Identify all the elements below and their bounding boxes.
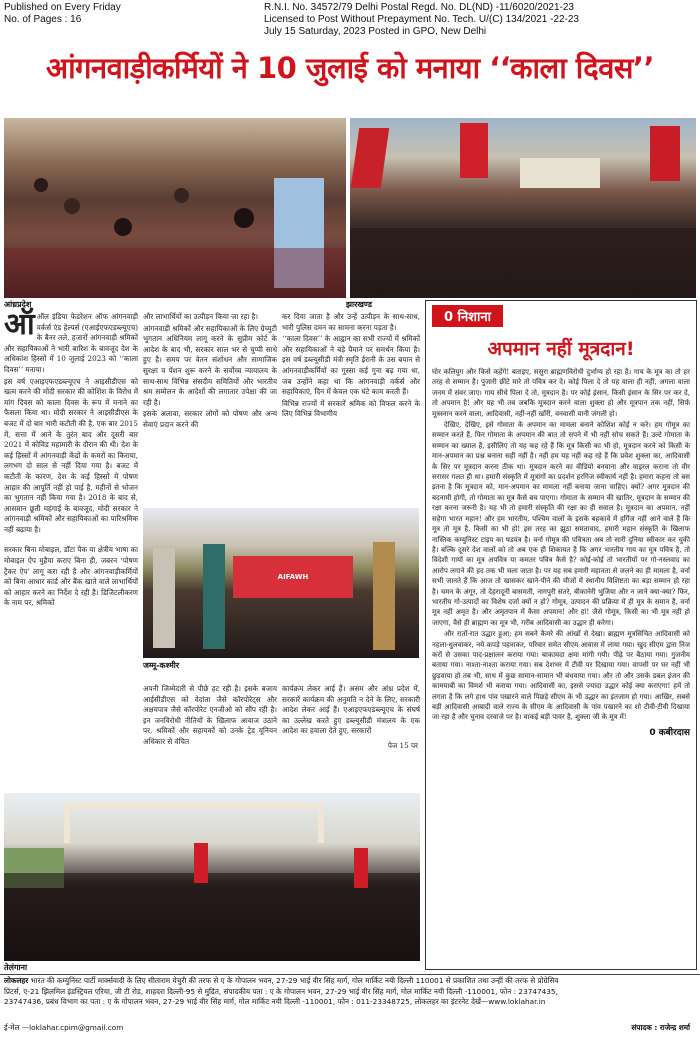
- article-column-3: [282, 312, 420, 421]
- drop-cap: ऑ: [4, 307, 35, 342]
- caption-jharkhand: झारखण्ड: [346, 300, 373, 309]
- section-tag: 0 निशाना: [432, 305, 503, 327]
- article-para: सरकार बिना मोबाइल, डॉटा पैक या क्षेत्रीय भाषा का मोबाइल ऐप मुहैया कराए बिना ही, जबरन ‘पोषण ट्रैकर ऐप’ लागू करा रही है और आंगनवाड़ीकर्मियों को बिना आधार कार्ड और बैंक खाते वाले लाभार्थियों को आहार करने का निर्देश दे रही है। डिजिटलीकरण के नाम पर, श्रमिकों: [4, 545, 138, 608]
- caption-andhra-pradesh: आंध्रप्रदेश: [4, 300, 32, 309]
- caption-telangana: तेलंगाना: [4, 963, 28, 972]
- satire-column-box: [425, 300, 697, 970]
- imprint-line: प्रिंटर्स, ए-21 झिलमिल इंडस्ट्रियल एरिया, जी टी रोड, शाहदरा दिल्ली-95 से मुद्रित, संपादकीय पता : ए के गोपालन भवन, 27-29 भाई वीर सिंह मार्ग, गोल मार्किट नयी दिल्ली -110001, फोन : 23747435,: [4, 986, 558, 996]
- article-para: ‘‘काला दिवस’’ के आह्वान का सभी राज्यों में श्रमिकों और सहायिकाओं ने बड़े पैमाने पर समर्थन किया है। इस वर्ष डब्ल्यूसीडी मंत्री स्मृति ईरानी के उस बयान से आंगनवाड़ीकर्मियों का गुस्सा कई गुना बढ़ गया था, जब उन्होंने कहा था कि आंगनवाड़ी वर्कर्स और सहायिकाएं, दिन में केवल एक घंटे काम करती हैं।: [282, 334, 420, 397]
- imprint-footer: [4, 976, 696, 1008]
- article-para: इस वर्ष एआइएफएडब्ल्यूएच ने आइसीडीएस को खत्म करने की मोदी सरकार की कोशिश के विरोध में मांग दिवस को काला दिवस के रूप में मनाने का फैसला किया था। मोदी सरकार ने आइसीडीएस के बजट में दो बार भारी कटौती की है, एक बार 2015 में, सत्ता में आने के तुरंत बाद और दूसरी बार 2021 में कोविड महामारी के दौरान की थी। देश के कई हिस्सों में आंगनवाड़ी केंद्रों के कमरों का किराया, लगभग दो साल से नहीं दिया गया है। बजट में कटौती के कारण, देश के कई हिस्सों में पोषण आहार की आपूर्ति नहीं हो पाई है, महीनों से भोजन का भुगतान नहीं किया गया है। 2018 के बाद से, आसमान छूती महंगाई के बावजूद, मोदी सरकार ने आंगनवाड़ी श्रमिकों और सहायिकाओं का पारिश्रमिक नहीं बढ़ाया है।: [4, 376, 138, 534]
- satire-body: [432, 367, 690, 723]
- contact-email: ई-मेल —loklahar.cpim@gmail.com: [4, 1023, 124, 1032]
- postal-license: Licensed to Post Without Prepayment No. Tech. U/(C) 134/2021 -22-23: [264, 14, 579, 25]
- article-para: ऑल इंडिया फेडरेशन ऑफ आंगनवाड़ी वर्कर्स एंड हेल्पर्स (एआईएफएडब्ल्यूएच) के बैनर तले, हजारों आंगनवाड़ी श्रमिकों और सहायिकाओं ने भारी बारिश के बावजूद देश के अधिकांश हिस्सों में 10 जुलाई 2023 को ‘‘काला दिवस’’ मनाया।: [4, 312, 138, 374]
- article-para: और लाभार्थियों का उत्पीड़न किया जा रहा है।: [143, 312, 259, 321]
- rni-number: R.N.I. No. 34572/79 Delhi Postal Regd. No. DL(ND) -11/6020/2021-23: [264, 2, 574, 13]
- registration-info: [264, 2, 694, 38]
- photo-jammu-kashmir: [143, 508, 419, 658]
- article-column-3b: कार्यक्रम लेकर आई हैं। असम और आंध्र प्रदेश में, सरकारें कार्यक्रम की अनुमति न देने के लिए, सरकारी आदेश लेकर आई हैं। एआइएफएडब्ल्यूएच के संघर्ष का उल्लेख करते हुए डब्ल्यूसीडी मंत्रालय के एक आदेश का हवाला देते हुए, सरकारों: [282, 684, 420, 736]
- article-para: कर दिया जाता है और उन्हें उत्पीड़न के साथ-साथ, भारी पुलिस दमन का सामना करना पड़ता है।: [282, 312, 420, 332]
- photo-jharkhand: [350, 118, 696, 298]
- page-count: No. of Pages : 16: [4, 14, 82, 25]
- photo-telangana: [4, 793, 420, 961]
- caption-jammu-kashmir: जम्मू-कश्मीर: [143, 661, 180, 670]
- footer-divider: [0, 974, 700, 975]
- photo-andhra-pradesh: [4, 118, 346, 298]
- satire-para: घोर कलियुग और किसे कहेंगे! बताइए, ससुरा ब्राह्मणविरोधी दुर्भाग्य हो रहा है। गाय के मूत्र का तो हर तरह से सम्मान है। पुजारी छींटे मारे तो पवित्र कर दे। कोई पिला दे तो यह वाला ही नहीं, अगला वाला जनम में संवर जाए। गाय सीधे पिला दे तो, मूत्रदान है। पर कोई इंसान, किसी इंसान के सिर पर कर दे, तो अपमान है! और यह भी तब जबकि मूत्रदान करने वाला शुक्ला हो और मूत्रपान तक नहीं, सिर्फ मूत्रस्नान करने वाला, आदिवासी, नहीं-नहीं खाँरी, वनवासी यानी जंगली हो।: [432, 368, 690, 418]
- article-column-2: [143, 312, 277, 432]
- publication-info: [4, 2, 121, 26]
- protest-banner: AIFAWH: [233, 556, 353, 598]
- satire-title: अपमान नहीं मूत्रदान!: [487, 338, 635, 360]
- article-para: इसके अलावा, सरकार लोगों को पोषण और अन्य सेवाएं प्रदान करने की: [143, 409, 277, 429]
- byline: 0 कबीरदास: [649, 727, 690, 738]
- satire-para: और रातों-रात उद्धार हुआ; हम सबने कैमरे की आंखों से देखा। ब्राह्मण मूत्रसिंचित आदिवासी को नहला-धुलवाकर, नये कपड़े पहनाकर, परिवार समेत सीएम आवास में लाया गया। खुद सीएम द्वारा निज करों से उसका पाद-प्रक्षालन कराया गया। बाकायदा क्षमा मांगी गयी। पीढ़े पर बैठाया गया। गुजनीय बताया गया। नाश्ता-नाश्ता कराया गया। सब देशभर में टीवी पर दिखाया गया। वापसी पर घर नहीं भी छुड़वाया हो तब भी, साथ में कुछ सामान-सामान भी बंधवाया गया। और तो और उसके डबल इंजन की कामयाबी का विमर्श भी कराया गया। आदिवासी का, इससे ज्यादा उद्धार कोई क्या कराएगा! हमें तो लगता है कि लगे हाथ पांव पखारने वाले पिछड़े सीएम के भी उद्धार का इंतजाम हो गया। आखिर, सबसे बड़ी आदिवासी आबादी वाले राज्य के सीएम के आदिवासी के पांव पखारने का शो टीवी-टीवी दिखाया जा रहा है और चुनाव दरवाजे पर है। वाकई बड़ी पावर है, शुक्ला जी के मूत्र में!: [432, 630, 690, 722]
- continued-note: पेज 15 पर: [387, 741, 418, 750]
- imprint-line: भारत की कम्युनिस्ट पार्टी मार्क्सवादी के लिए सीताराम येचुरी की तरफ से ए के गोपालन भवन, 27-29 भाई वीर सिंह मार्ग, गोल मार्किट नयी दिल्ली 110001 से प्रकाशित तथा उन्हीं की तरफ से प्रोग्रेसिव: [28, 976, 559, 985]
- article-column-1: [4, 307, 138, 610]
- satire-para: देखिए, देखिए, इसे गोमाता के अपमान का मामला बनाने कोशिश कोई न करे। हम गोमूत्र का सम्मान करते हैं, फिर गोमाता के अपमान की बात तो सपने में भी नहीं सोच सकते हैं। उल्टे गोमाता के सम्मान का ख्याल है, इसीलिए तो यह कह रहे हैं कि मूत्र किसी का भी हो, मूत्रदान करने को किसी के मान-अपमान का प्रश्न बनाना सही नहीं है। नहीं हम यह नहीं कह रहे हैं कि प्रवेश शुक्ला का, आदिवासी के सिर पर मूत्रदान करना ठीक था। मूत्रदान करने का वीडियो बनवाना और वाइरल कराना तो वीर सरासर गलत ही था। हमारी संस्कृति में मूत्रांगों का प्रदर्शन हरगिज स्वीकार्य नहीं है। हमारा कहना तो बस इतना है कि मूत्रदान को, मान-अपमान का मामला नहीं बनाया जाना चाहिए। क्यों? अगर मूत्रदान की बदनामी होगी, तो गोमाता का मूत्र कैसे बच पाएगा। गोमाता के सम्मान की खातिर, मूत्रदान के सम्मान की रक्षा करना जरूरी है। यह भी तो हमारी संस्कृति की रक्षा का ही सवाल है। मूत्रदान का अपमान, नहीं सहेगा भारत महान! और हम भारतीय, पश्चिम वालों के इसके बहकावे में हर्गिज नहीं आने वाले हैं कि मूत्र तो मूत्र है, किसी का भी हो! इस तरह का झूठा समतावाद, हमारी महान संस्कृति के खिलाफ नास्तिक कम्युनिस्ट टाइप का षडयंत्र है। वर्ना गोमूत्र की पवित्रता अब तो सारी दुनिया स्वीकार कर चुकी है। बल्कि दूसरे देश वालों को तो अब एक ही शिकायत है कि अगर भारतीय गाय का मूत्र पवित्र है, तो विदेशी गायों का मूत्र अपवित्र या कमतर पवित्र कैसे है? कोई-कोई तो भारतीयों पर गो-नस्लवाद का आरोप लगाने की हद तक भी चला जाता है। पर यह सब हमारी महानता से जलने का ही मामला है, वर्ना सभी जानते हैं कि आज तो खासकर खाने-पीने की चीजों में स्थानीय विशिष्टता का बड़ा सम्मान हो रहा है। चमन के अंगूर, तो देहरादूनी बासमती, नागपुरी संतरे, बीकानेरी भुजिया और न जाने क्या-क्या? फिर, भारतीय गो-उत्पादों का विशेष दर्जा क्यों न हो? गोमूत्र, उत्पादन की प्रक्रिया में ही मूत्र के समान है, वर्ना मूत्र नहीं अमृत है। और अमृतपान में कैसा अपमान! और हां! जैसे गोमूत्र, किसी का भी मूत्र नहीं हो जाएगा, वैसे ही ब्राह्मण का मूत्र भी, गरीब आदिवासी का उद्धार ही करेगा।: [432, 421, 690, 627]
- main-headline: आंगनवाड़ीकर्मियों ने 10 जुलाई को मनाया ‘‘काला दिवस’’: [46, 51, 654, 85]
- publication-frequency: Published on Every Friday: [4, 2, 121, 13]
- imprint-line: 23747436, प्रबंध विभाग का पता : ए के गोपालन भवन, 27-29 भाई वीर सिंह मार्ग, गोल मार्किट नयी दिल्ली -110001, फोन : 011-23348725, लोकलहर का इंटरनेट देखें—www.loklahar.in: [4, 997, 546, 1006]
- article-para: विभिन्न राज्यों में सरकारें श्रमिक को विफल करने के लिए विभिन्न विभागीय: [282, 398, 420, 419]
- editor-credit: संपादक : राजेन्द्र शर्मा: [631, 1023, 690, 1032]
- article-column-2b: अपनी जिम्मेदारी से पीछे हट रही है। इसके बजाय आईसीडीएस को वेदांता जैसे कॉरपोरेट्स और अक्षयपात्र जैसे कॉरपोरेट एनजीओ को सौंप रही है। इन जनविरोधी नीतियों के खिलाफ आवाज उठाने पर, श्रमिकों और सहायकों को उनके ट्रेड यूनियन अधिकार से वंचित: [143, 684, 277, 746]
- article-para: आंगनवाड़ी श्रमिकों और सहायिकाओं के लिए ग्रेच्युटी भुगतान अधिनियम लागू करने के सुप्रीम कोर्ट के आदेश के बाद भी, सरकार साल भर से चुप्पी साधे हुए है। समय पर वेतन संशोधन और सामाजिक सुरक्षा व पेंशन शुरू करने के सर्वोच्च न्यायालय के साथ-साथ विभिन्न संसदीय समितियों और भारतीय श्रम सम्मेलन के आदेशों की लगातार उपेक्षा की जा रही है।: [143, 323, 277, 407]
- issue-date: July 15 Saturday, 2023 Posted in GPO, New Delhi: [264, 26, 487, 37]
- masthead-name: लोकलहर: [4, 976, 29, 985]
